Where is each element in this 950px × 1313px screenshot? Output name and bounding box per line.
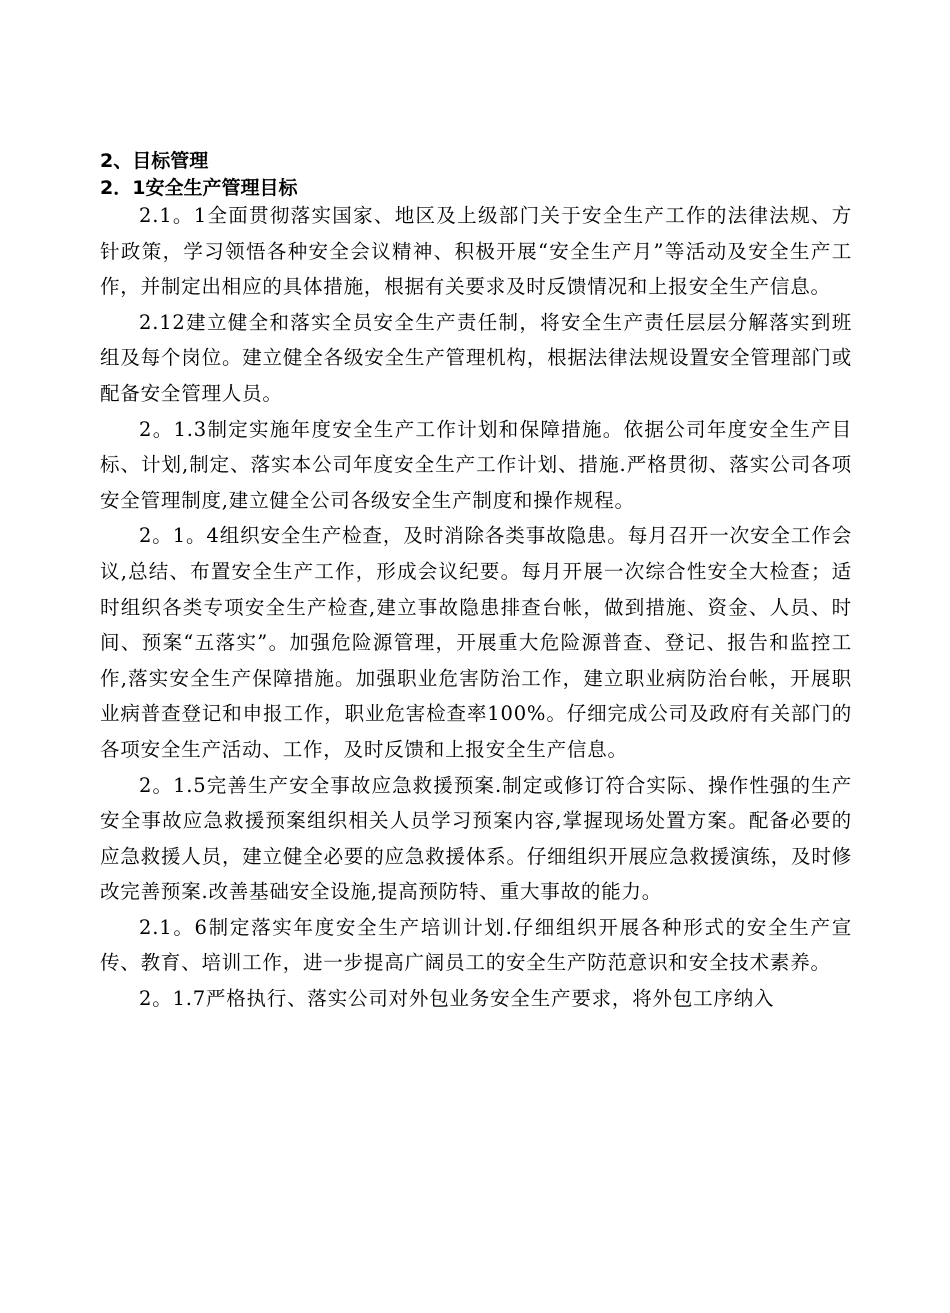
- paragraph-2-1-5: 2。1.5完善生产安全事故应急救援预案.制定或修订符合实际、操作性强的生产安全事故应急救援预案组织相关人员学习预案内容,掌握现场处置方案。配备必要的应急救援人员，建立健全必要的应急救援体系。仔细组织开展应急救援演练，及时修改完善预案.改善基础安全设施,提高预防特、重大事故的能力。: [100, 773, 852, 904]
- paragraph-2-1-1: 2.1。1全面贯彻落实国家、地区及上级部门关于安全生产工作的法律法规、方针政策，学习领悟各种安全会议精神、积极开展“安全生产月”等活动及安全生产工作，并制定出相应的具体措施，根据有关要求及时反馈情况和上报安全生产信息。: [100, 204, 852, 299]
- section-heading: 2、目标管理: [100, 150, 209, 172]
- paragraph-2-1-4: 2。1。4组织安全生产检查，及时消除各类事故隐患。每月召开一次安全工作会议,总结、布置安全生产工作，形成会议纪要。每月开展一次综合性安全大检查；适时组织各类专项安全生产检查,建立事故隐患排查台帐，做到措施、资金、人员、时间、预案“五落实”。加强危险源管理，开展重大危险源普查、登记、报告和监控工作,落实安全生产保障措施。加强职业危害防治工作，建立职业病防治台帐，开展职业病普查登记和申报工作，职业危害检查率100%。仔细完成公司及政府有关部门的各项安全生产活动、工作，及时反馈和上报安全生产信息。: [100, 524, 852, 761]
- subsection-heading: 2．1安全生产管理目标: [100, 177, 298, 199]
- paragraph-2-1-3: 2。1.3制定实施年度安全生产工作计划和保障措施。依据公司年度安全生产目标、计划,制定、落实本公司年度安全生产工作计划、措施.严格贯彻、落实公司各项安全管理制度,建立健全公司各级安全生产制度和操作规程。: [100, 417, 852, 512]
- paragraph-2-1-7: 2。1.7严格执行、落实公司对外包业务安全生产要求，将外包工序纳入: [139, 987, 775, 1011]
- paragraph-2-1-2: 2.12建立健全和落实全员安全生产责任制，将安全生产责任层层分解落实到班组及每个岗位。建立健全各级安全生产管理机构，根据法律法规设置安全管理部门或配备安全管理人员。: [100, 310, 852, 405]
- document-body: [100, 148, 852, 1017]
- paragraph-2-1-6: 2.1。6制定落实年度安全生产培训计划.仔细组织开展各种形式的安全生产宣传、教育、培训工作，进一步提高广阔员工的安全生产防范意识和安全技术素养。: [100, 915, 852, 975]
